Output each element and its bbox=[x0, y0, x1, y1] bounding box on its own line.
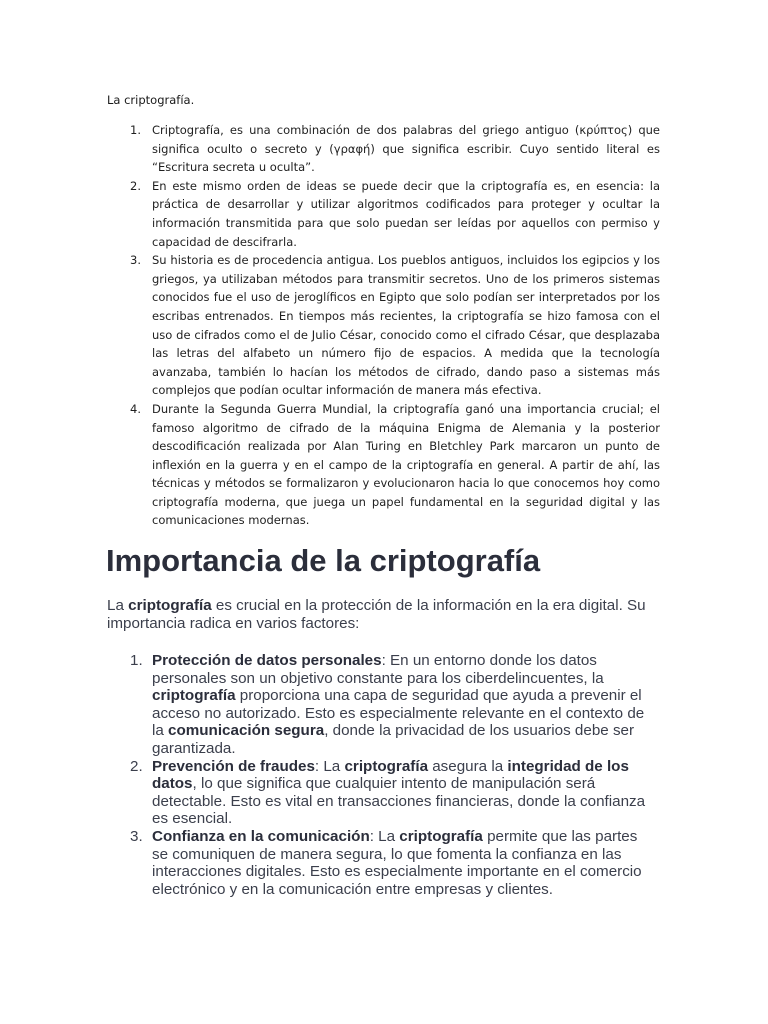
item-text: : La bbox=[314, 757, 345, 775]
history-list bbox=[152, 121, 660, 530]
item-text: , donde la privacidad de los usuarios debe ser garantizada. bbox=[152, 722, 635, 757]
item-term: criptografía bbox=[344, 757, 429, 775]
importance-list bbox=[152, 652, 657, 898]
list-item: En este mismo orden de ideas se puede decir que la criptografía es, en esencia: la práctica de desarrollar y utilizar algoritmos codificados para proteger y ocultar la información transmitida para que solo puedan ser leídas por aquellos con permiso y capacidad de descifrarla. bbox=[152, 178, 660, 249]
item-title: Confianza en la comunicación bbox=[152, 827, 370, 845]
intro-text: La bbox=[107, 597, 129, 614]
item-term: integridad de los datos bbox=[152, 757, 629, 793]
intro-paragraph bbox=[107, 597, 647, 632]
section-heading: Importancia de la criptografía bbox=[106, 543, 541, 578]
item-text: , lo que significa que cualquier intento de manipulación será detectable. Esto es vital en transacciones financieras, donde la confianza es esencial. bbox=[152, 775, 646, 828]
item-title: Prevención de fraudes bbox=[152, 757, 315, 775]
item-title: Protección de datos personales bbox=[152, 652, 382, 669]
item-text: proporciona una capa de seguridad que ayuda a prevenir el acceso no autorizado. Esto es especialmente relevante en el contexto de la bbox=[152, 687, 645, 740]
item-term: criptografía bbox=[399, 827, 483, 845]
item-term: criptografía bbox=[152, 687, 236, 705]
list-item: Su historia es de procedencia antigua. Los pueblos antiguos, incluidos los egipcios y los griegos, ya utilizaban métodos para transmitir secretos. Uno de los primeros sistemas conocidos fue el uso de jeroglíficos en Egipto que solo podían ser interpretados por los escribas entrenados. En tiempos más recientes, la criptografía se hizo famosa con el uso de cifrados como el de Julio César, conocido como el cifrado César, que desplazaba las letras del alfabeto un número fijo de espacios. A medida que la tecnología avanzaba, también lo hacían los métodos de cifrado, dando paso a sistemas más complejos que podían ocultar información de manera más efectiva. bbox=[152, 253, 660, 398]
item-text: : En un entorno donde los datos personales son un objetivo constante para los ciberdelincuentes, la bbox=[152, 652, 604, 687]
item-text: permite que las partes se comuniquen de manera segura, lo que fomenta la confianza en las interacciones digitales. Esto es especialmente importante en el comercio electrónico y en la comunicación entre empresas y clientes. bbox=[152, 827, 642, 898]
list-item: Criptografía, es una combinación de dos palabras del griego antiguo (κρύπτος) que significa oculto o secreto y (γραφή) que significa escribir. Cuyo sentido literal es “Escritura secreta u oculta”. bbox=[152, 123, 660, 175]
item-text: asegura la bbox=[428, 757, 508, 775]
document-title: La criptografía. bbox=[107, 93, 195, 107]
list-item bbox=[152, 828, 657, 898]
item-text: : La bbox=[369, 827, 400, 845]
list-item bbox=[152, 652, 657, 758]
intro-text: es crucial en la protección de la información en la era digital. Su importancia radica en varios factores: bbox=[107, 597, 646, 632]
list-item bbox=[152, 758, 657, 828]
list-item: Durante la Segunda Guerra Mundial, la criptografía ganó una importancia crucial; el famoso algoritmo de cifrado de la máquina Enigma de Alemania y la posterior descodificación realizada por Alan Turing en Bletchley Park marcaron un punto de inflexión en la guerra y en el campo de la criptografía en general. A partir de ahí, las técnicas y métodos se formalizaron y evolucionaron hacia lo que conocemos hoy como criptografía moderna, que juega un papel fundamental en la seguridad digital y las comunicaciones modernas. bbox=[152, 401, 660, 528]
intro-term: criptografía bbox=[128, 597, 212, 614]
item-term: comunicación segura bbox=[168, 722, 325, 740]
